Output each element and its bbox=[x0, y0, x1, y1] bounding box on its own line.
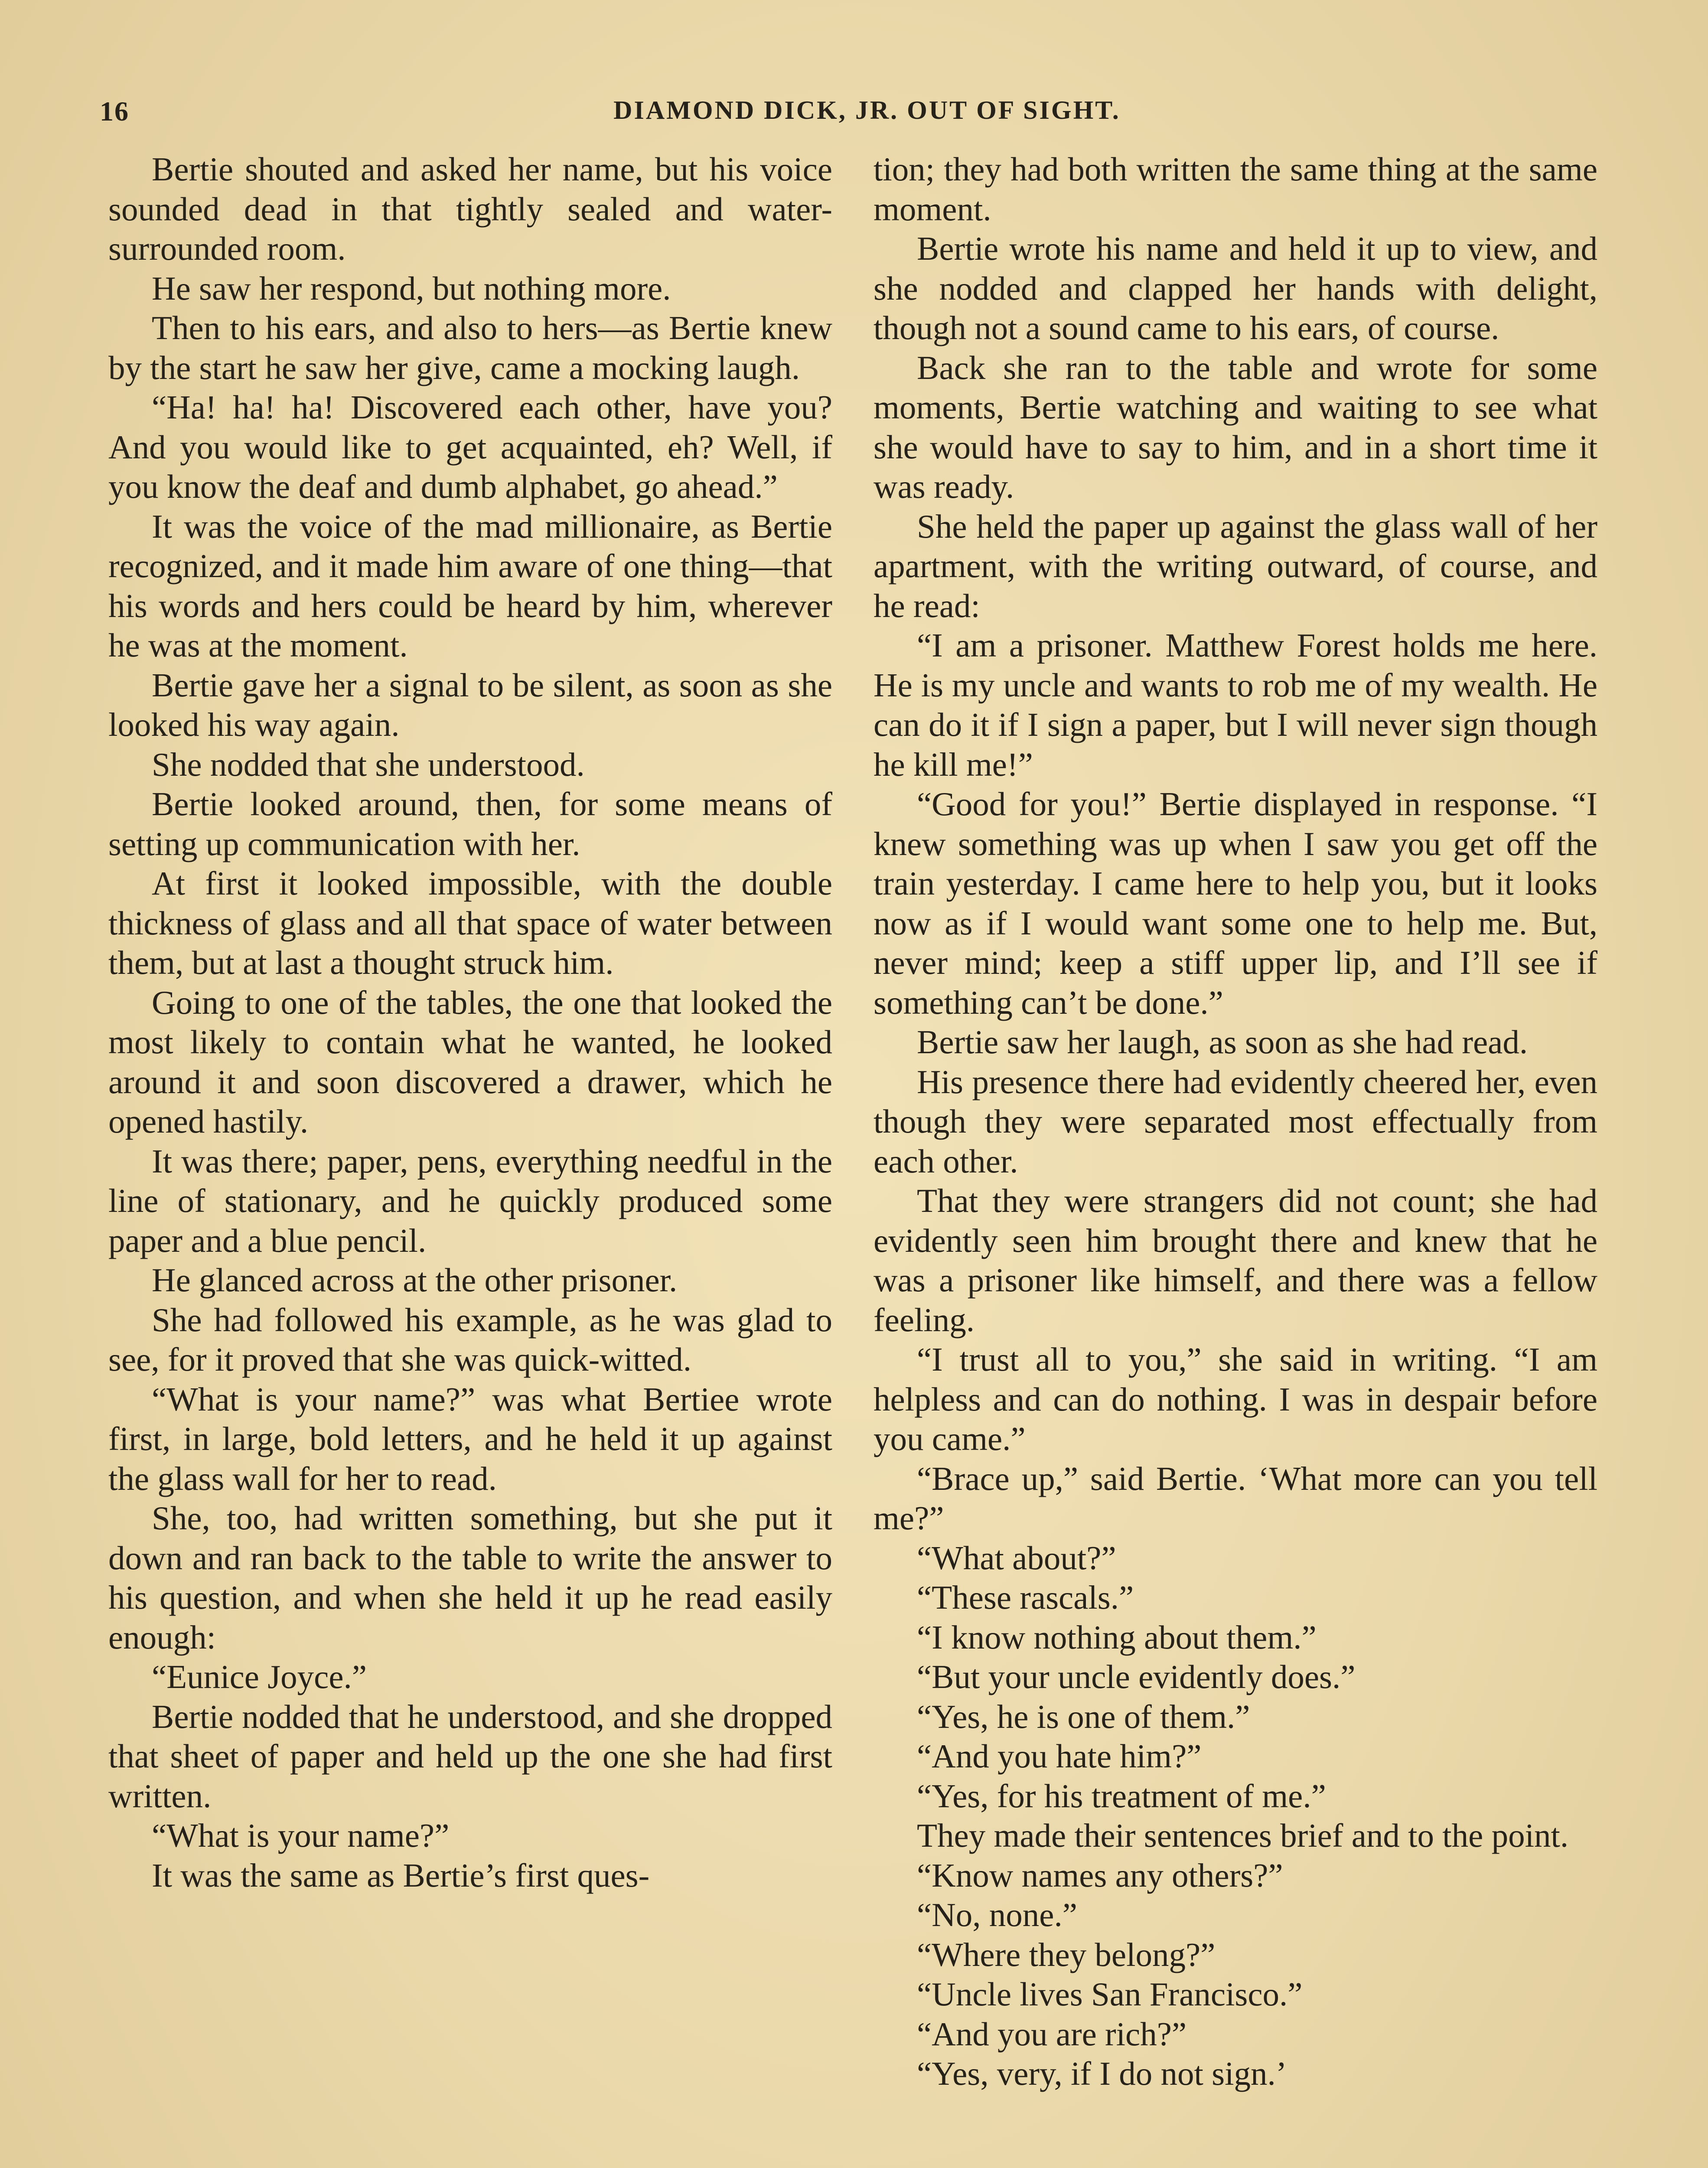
paragraph: “These rascals.” bbox=[917, 1579, 1134, 1616]
paragraph: Bertie nodded that he understood, and she dropped that sheet of paper and held up the one she had first written. bbox=[108, 1698, 832, 1815]
paragraph: “Brace up,” said Bertie. ‘What more can you tell me?” bbox=[874, 1459, 1597, 1537]
paragraph: Going to one of the tables, the one that looked the most likely to contain what he wanted, he looked around it and soon discovered a drawer, which he opened hastily. bbox=[108, 983, 832, 1140]
paragraph: “I trust all to you,” she said in writing. “I am helpless and can do nothing. I was in despair before you came.” bbox=[874, 1341, 1597, 1457]
paragraph: “What about?” bbox=[917, 1539, 1116, 1577]
paragraph: That they were strangers did not count; she had evidently seen him brought there and knew that he was a prisoner like himself, and there was a fellow feeling. bbox=[874, 1182, 1597, 1339]
paragraph: “No, none.” bbox=[917, 1896, 1077, 1933]
paragraph: “Yes, he is one of them.” bbox=[917, 1698, 1250, 1735]
paragraph: Bertie gave her a signal to be silent, as soon as she looked his way again. bbox=[108, 666, 832, 743]
paragraph: She had followed his example, as he was glad to see, for it proved that she was quick-witted. bbox=[108, 1301, 832, 1378]
page-header bbox=[0, 95, 1708, 143]
paragraph: They made their sentences brief and to the point. bbox=[917, 1817, 1569, 1854]
paragraph: tion; they had both written the same thing at the same moment. bbox=[874, 150, 1597, 228]
paragraph: “Eunice Joyce.” bbox=[152, 1658, 367, 1695]
paragraph: “Yes, for his treatment of me.” bbox=[917, 1777, 1326, 1815]
paragraph: “What is your name?” was what Bertiee wrote first, in large, bold letters, and he held it up against the glass wall for her to read. bbox=[108, 1380, 832, 1497]
paragraph: Back she ran to the table and wrote for some moments, Bertie watching and waiting to see what she would have to say to him, and in a short time it was ready. bbox=[874, 349, 1597, 505]
paragraph: Bertie saw her laugh, as soon as she had read. bbox=[917, 1023, 1528, 1061]
paragraph: “I know nothing about them.” bbox=[917, 1618, 1317, 1656]
paragraph: “Where they belong?” bbox=[917, 1936, 1216, 1973]
paragraph: “And you hate him?” bbox=[917, 1737, 1202, 1775]
paragraph: It was there; paper, pens, everything needful in the line of stationary, and he quickly produced some paper and a blue pencil. bbox=[108, 1142, 832, 1259]
paragraph: “What is your name?” bbox=[152, 1817, 450, 1854]
paragraph: “Ha! ha! ha! Discovered each other, have you? And you would like to get acquainted, eh? Well, if you know the deaf and dumb alphabet, go ahead.” bbox=[108, 389, 832, 505]
paragraph: It was the same as Bertie’s first ques- bbox=[152, 1856, 650, 1894]
paragraph: “Good for you!” Bertie displayed in response. “I knew something was up when I saw you get off the train yesterday. I came here to help you, but it looks now as if I would want some one to help me. But, never mind; keep a stiff upper lip, and I’ll see if something can’t be done.” bbox=[874, 785, 1597, 1021]
page-number: 16 bbox=[100, 96, 129, 127]
paragraph: At first it looked impossible, with the double thickness of glass and all that space of water between them, but at last a thought struck him. bbox=[108, 865, 832, 981]
paragraph: “I am a prisoner. Matthew Forest holds me here. He is my uncle and wants to rob me of my wealth. He can do it if I sign a paper, but I will never sign though he kill me!” bbox=[874, 627, 1597, 783]
paragraph: She nodded that she understood. bbox=[152, 745, 585, 783]
paragraph: “Uncle lives San Francisco.” bbox=[917, 1975, 1303, 2013]
left-text-column bbox=[108, 150, 832, 1895]
paragraph: Bertie shouted and asked her name, but his voice sounded dead in that tightly sealed and water-surrounded room. bbox=[108, 150, 832, 267]
paragraph: “And you are rich?” bbox=[917, 2015, 1187, 2053]
paragraph: His presence there had evidently cheered her, even though they were separated most effectually from each other. bbox=[874, 1063, 1597, 1180]
paragraph: “Know names any others?” bbox=[917, 1856, 1283, 1894]
paragraph: Then to his ears, and also to hers—as Bertie knew by the start he saw her give, came a mocking laugh. bbox=[108, 309, 832, 386]
paragraph: Bertie looked around, then, for some means of setting up communication with her. bbox=[108, 785, 832, 862]
paragraph: It was the voice of the mad millionaire, as Bertie recognized, and it made him aware of one thing—that his words and hers could be heard by him, wherever he was at the moment. bbox=[108, 507, 832, 664]
paragraph: Bertie wrote his name and held it up to view, and she nodded and clapped her hands with delight, though not a sound came to his ears, of course. bbox=[874, 230, 1597, 346]
running-head: DIAMOND DICK, JR. OUT OF SIGHT. bbox=[613, 96, 1121, 124]
paragraph: He saw her respond, but nothing more. bbox=[152, 269, 671, 307]
paragraph: “But your uncle evidently does.” bbox=[917, 1658, 1356, 1695]
paragraph: He glanced across at the other prisoner. bbox=[152, 1261, 678, 1299]
right-text-column bbox=[874, 150, 1597, 2094]
paragraph: She, too, had written something, but she put it down and ran back to the table to write the answer to his question, and when she held it up he read easily enough: bbox=[108, 1499, 832, 1656]
paragraph: “Yes, very, if I do not sign.’ bbox=[917, 2055, 1287, 2092]
paragraph: She held the paper up against the glass wall of her apartment, with the writing outward, of course, and he read: bbox=[874, 507, 1597, 624]
